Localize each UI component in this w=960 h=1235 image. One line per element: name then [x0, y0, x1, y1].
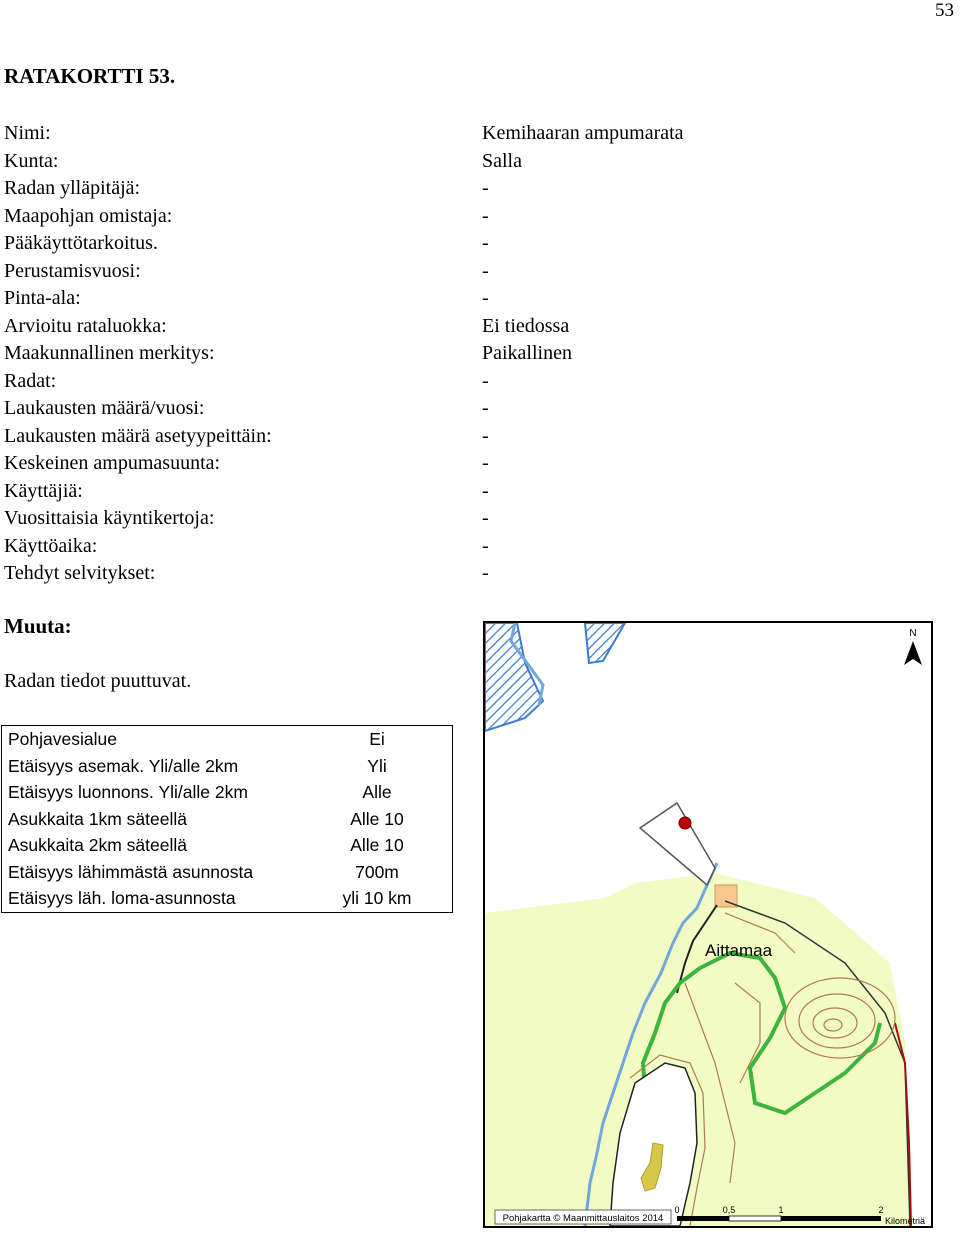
- field-row: [4, 258, 744, 286]
- field-label: Laukausten määrä/vuosi:: [4, 397, 205, 419]
- field-label: Arvioitu rataluokka:: [4, 314, 167, 337]
- field-value: Paikallinen: [482, 342, 572, 364]
- field-label: Nimi:: [4, 122, 51, 144]
- table-row: [2, 726, 453, 753]
- field-row: [4, 313, 744, 341]
- field-value: -: [482, 424, 489, 447]
- field-row: [4, 450, 744, 478]
- location-map: [483, 621, 933, 1228]
- table-cell-value: Alle: [362, 782, 392, 802]
- table-cell-label: Etäisyys lähimmästä asunnosta: [8, 861, 254, 882]
- scale-tick: 0: [674, 1205, 680, 1215]
- table-cell-label: Pohjavesialue: [8, 729, 117, 749]
- table-cell-value: Alle 10: [350, 835, 404, 855]
- field-value: -: [482, 534, 489, 557]
- field-label: Pinta-ala:: [4, 287, 81, 309]
- page-number: 53: [935, 0, 954, 21]
- table-row: [2, 806, 453, 833]
- table-cell-label: Etäisyys läh. loma-asunnosta: [8, 888, 236, 908]
- table-cell-value: Ei: [369, 729, 385, 749]
- field-label: Käyttöaika:: [4, 534, 98, 557]
- field-label: Keskeinen ampumasuunta:: [4, 452, 221, 474]
- field-value: -: [482, 259, 489, 282]
- field-row: [4, 505, 744, 533]
- table-cell-label: Asukkaita 1km säteellä: [8, 808, 187, 829]
- field-label: Radat:: [4, 369, 57, 392]
- field-label: Radan ylläpitäjä:: [4, 177, 141, 199]
- field-row: [4, 423, 744, 451]
- field-row: [4, 478, 744, 506]
- scale-tick: 0,5: [722, 1205, 736, 1215]
- field-row: [4, 395, 744, 423]
- field-label: Maapohjan omistaja:: [4, 204, 173, 227]
- field-label: Laukausten määrä asetyypeittäin:: [4, 424, 272, 447]
- map-credit: Pohjakartta © Maanmittauslaitos 2014: [502, 1213, 664, 1224]
- field-value: -: [482, 507, 489, 529]
- scale-tick: 2: [878, 1205, 884, 1215]
- field-row: [4, 230, 744, 258]
- muuta-heading: Muuta:: [4, 614, 72, 638]
- field-value: -: [482, 232, 489, 254]
- field-value: Ei tiedossa: [482, 314, 570, 337]
- table-cell-label: Etäisyys asemak. Yli/alle 2km: [8, 755, 239, 776]
- table-row: [2, 753, 453, 780]
- field-list: [4, 120, 744, 588]
- place-name: Aittamaa: [705, 941, 773, 960]
- field-value: -: [482, 204, 489, 227]
- field-value: -: [482, 452, 489, 474]
- field-label: Pääkäyttötarkoitus.: [4, 232, 158, 254]
- info-table: [1, 725, 453, 913]
- field-value: -: [482, 369, 489, 392]
- field-row: [4, 175, 744, 203]
- north-label: N: [909, 628, 917, 639]
- site-marker: [679, 817, 691, 829]
- field-value: -: [482, 177, 489, 199]
- field-label: Tehdyt selvitykset:: [4, 562, 156, 584]
- field-label: Perustamisvuosi:: [4, 259, 141, 282]
- field-value: -: [482, 287, 489, 309]
- field-row: [4, 560, 744, 588]
- field-row: [4, 120, 744, 148]
- field-label: Kunta:: [4, 149, 59, 172]
- map-canvas: [485, 623, 931, 1226]
- page-title: RATAKORTTI 53.: [4, 64, 176, 88]
- table-row: [2, 885, 453, 912]
- table-cell-value: yli 10 km: [342, 888, 412, 908]
- field-label: Vuosittaisia käyntikertoja:: [4, 507, 215, 529]
- table-row: [2, 859, 453, 886]
- field-row: [4, 533, 744, 561]
- field-value: -: [482, 479, 489, 502]
- field-value: -: [482, 562, 489, 584]
- table-row: [2, 779, 453, 806]
- table-cell-label: Asukkaita 2km säteellä: [8, 835, 187, 855]
- field-label: Käyttäjiä:: [4, 479, 83, 502]
- scale-unit: Kilometriä: [884, 1216, 925, 1226]
- table-cell-value: Yli: [367, 755, 387, 776]
- field-label: Maakunnallinen merkitys:: [4, 342, 215, 364]
- table-cell-label: Etäisyys luonnons. Yli/alle 2km: [8, 782, 248, 802]
- scale-tick: 1: [778, 1205, 784, 1215]
- table-row: [2, 832, 453, 859]
- table-cell-value: 700m: [355, 861, 399, 882]
- field-row: [4, 148, 744, 176]
- field-row: [4, 340, 744, 368]
- field-row: [4, 368, 744, 396]
- field-value: Salla: [482, 149, 522, 172]
- field-value: -: [482, 397, 489, 419]
- field-row: [4, 203, 744, 231]
- field-value: Kemihaaran ampumarata: [482, 122, 684, 144]
- table-cell-value: Alle 10: [350, 808, 404, 829]
- field-row: [4, 285, 744, 313]
- muuta-text: Radan tiedot puuttuvat.: [4, 670, 192, 692]
